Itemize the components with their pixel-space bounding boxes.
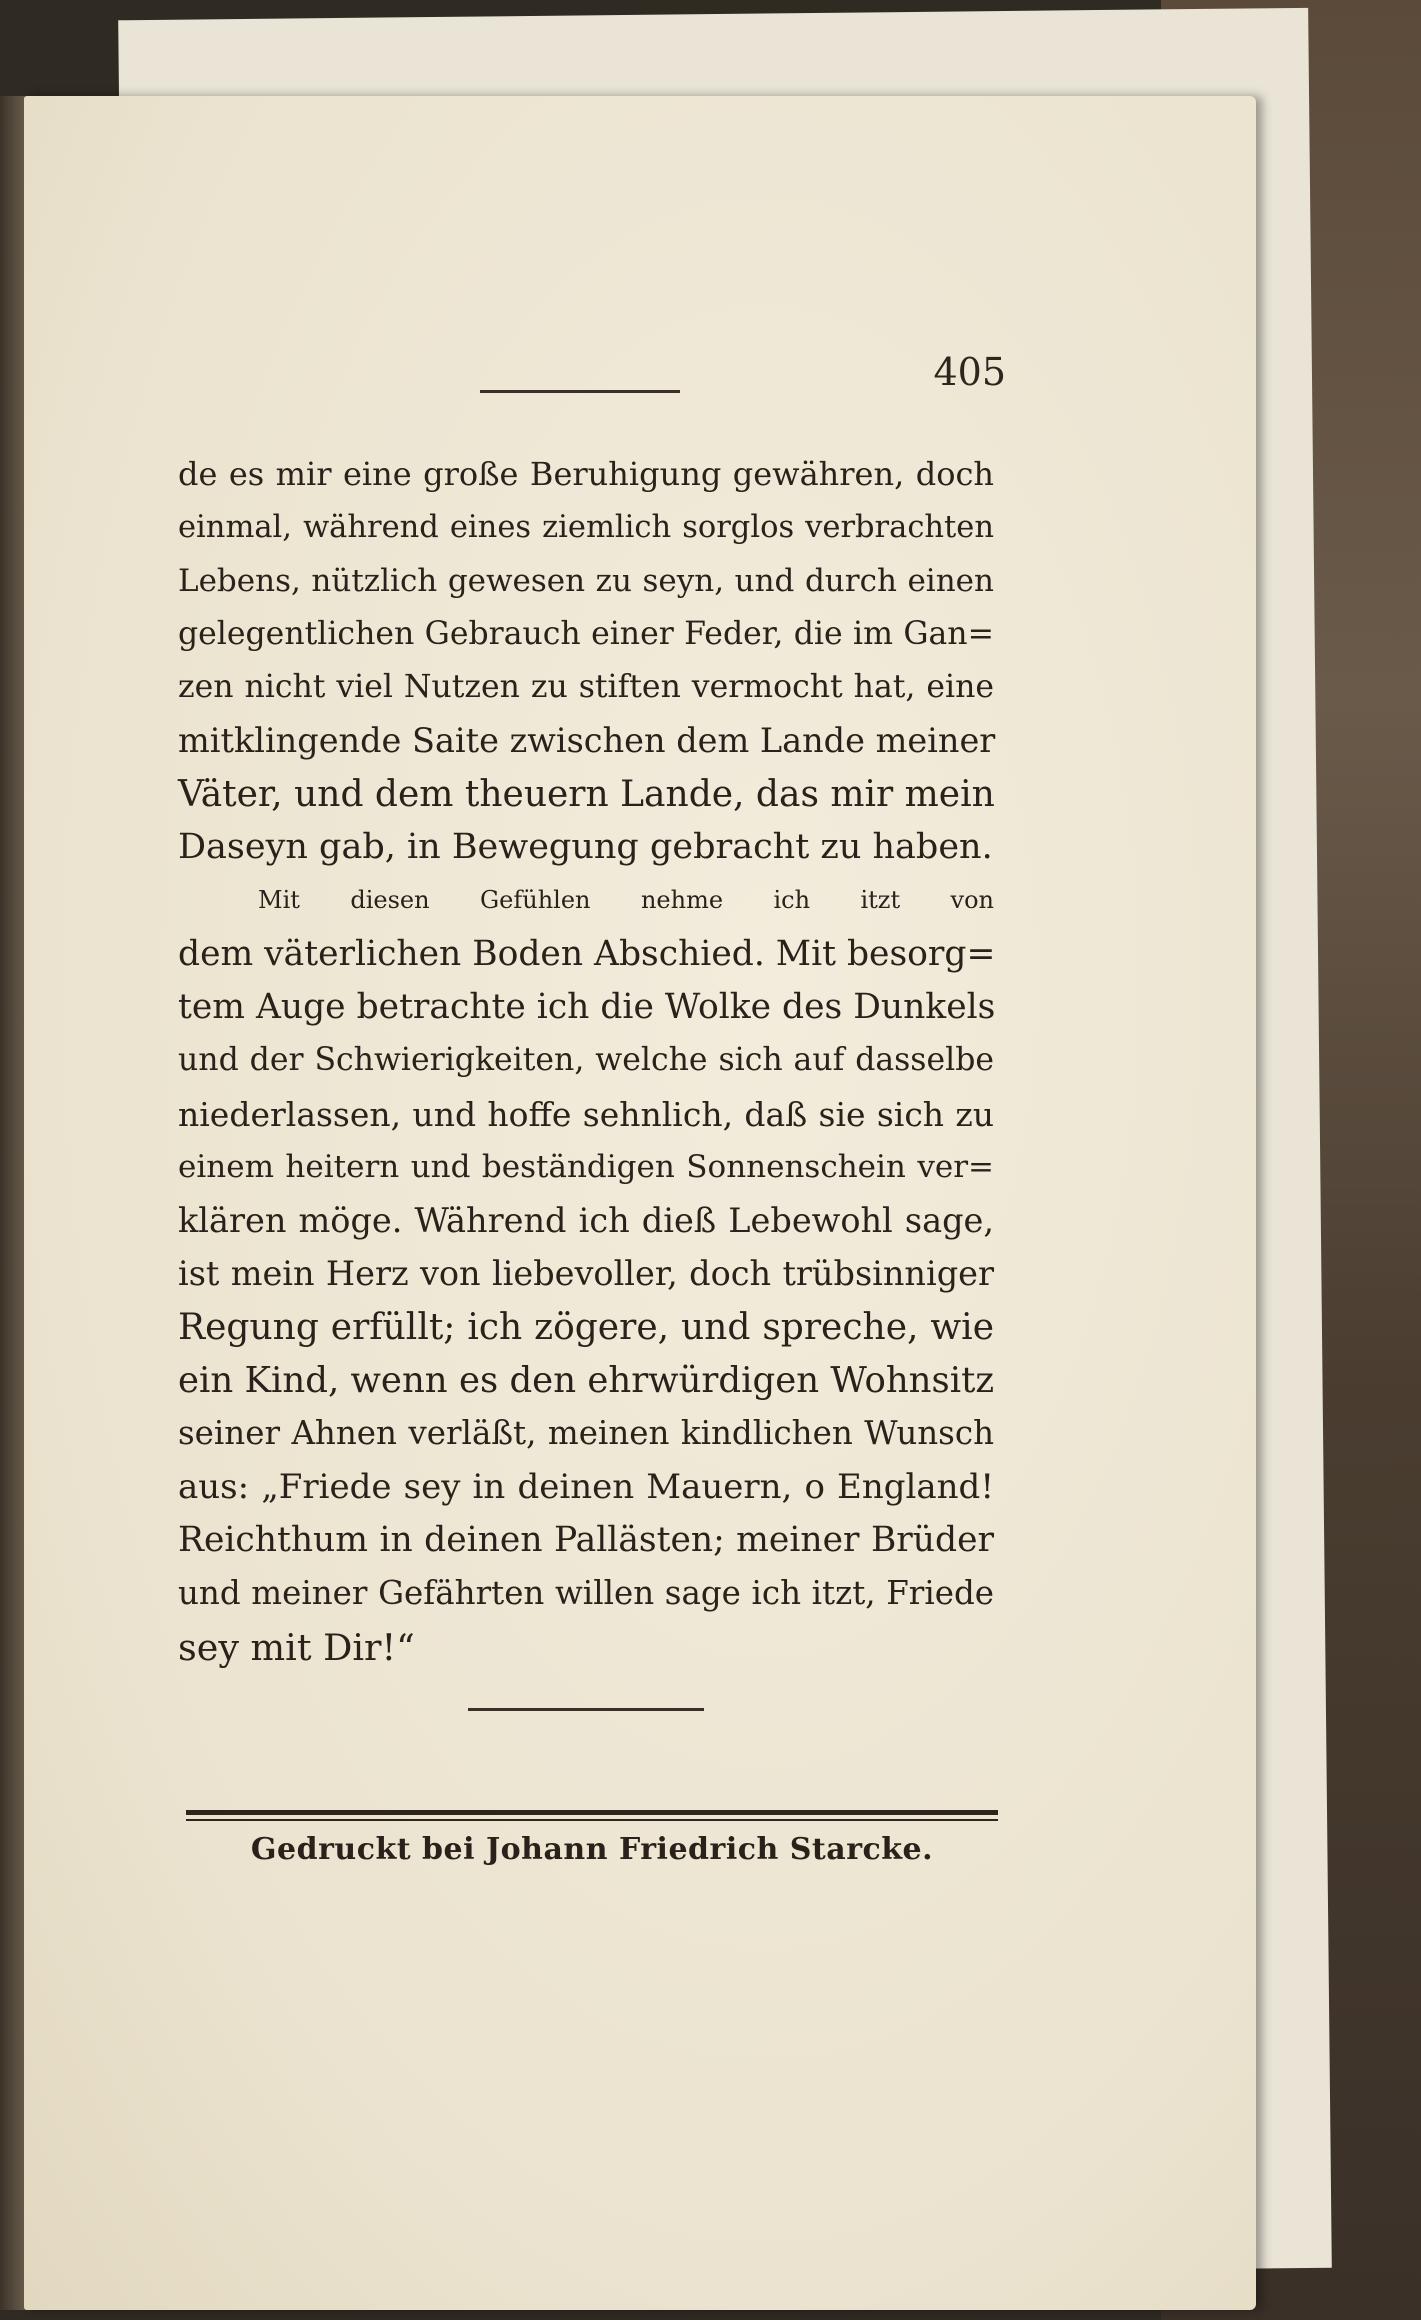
text-line: Lebens, nützlich gewesen zu seyn, und durch einen (178, 562, 994, 599)
text-line: Reichthum in deinen Pallästen; meiner Brüder (178, 1519, 994, 1560)
text-line: und der Schwierigkeiten, welche sich auf dasselbe (178, 1042, 994, 1079)
text-line: tem Auge betrachte ich die Wolke des Dunkels (178, 986, 996, 1027)
text-line: mitklingende Saite zwischen dem Lande meiner (178, 721, 996, 761)
text-line: dem väterlichen Boden Abschied. Mit besorg= (178, 933, 996, 974)
text-line: sey mit Dir!“ (178, 1625, 415, 1669)
text-line: ist mein Herz von liebevoller, doch trübsinniger (178, 1254, 994, 1294)
printer-imprint: Gedruckt bei Johann Friedrich Starcke. (250, 1832, 934, 1867)
text-line: ein Kind, wenn es den ehrwürdigen Wohnsitz (178, 1360, 995, 1402)
text-line: einem heitern und beständigen Sonnenschein ver= (178, 1148, 994, 1185)
text-line: Mit diesen Gefühlen nehme ich itzt von (258, 886, 994, 915)
header-rule (480, 390, 680, 393)
text-line: Regung erfüllt; ich zögere, und spreche, wie (178, 1306, 994, 1348)
text-line: seiner Ahnen verläßt, meinen kindlichen Wunsch (178, 1414, 994, 1453)
text-line: gelegentlichen Gebrauch einer Feder, die im Gan= (178, 615, 994, 652)
text-line: Daseyn gab, in Bewegung gebracht zu haben. (178, 827, 993, 868)
text-line: aus: „Friede sey in deinen Mauern, o England! (178, 1466, 994, 1507)
text-line: und meiner Gefährten willen sage ich itzt, Friede (178, 1574, 994, 1613)
end-rule (468, 1708, 704, 1711)
text-line: einmal, während eines ziemlich sorglos verbrachten (178, 510, 994, 546)
imprint-rule (186, 1810, 998, 1815)
body-text (178, 448, 994, 1674)
text-line: niederlassen, und hoffe sehnlich, daß sie sich zu (178, 1094, 994, 1134)
text-line: de es mir eine große Beruhigung gewähren, doch (178, 455, 994, 493)
text-line: klären möge. Während ich dieß Lebewohl sage, (178, 1201, 994, 1241)
text-line: Väter, und dem theuern Lande, das mir mein (178, 773, 995, 815)
page-number: 405 (933, 350, 1006, 394)
imprint-rule-thin (186, 1819, 998, 1821)
text-line: zen nicht viel Nutzen zu stiften vermocht hat, eine (178, 669, 994, 706)
